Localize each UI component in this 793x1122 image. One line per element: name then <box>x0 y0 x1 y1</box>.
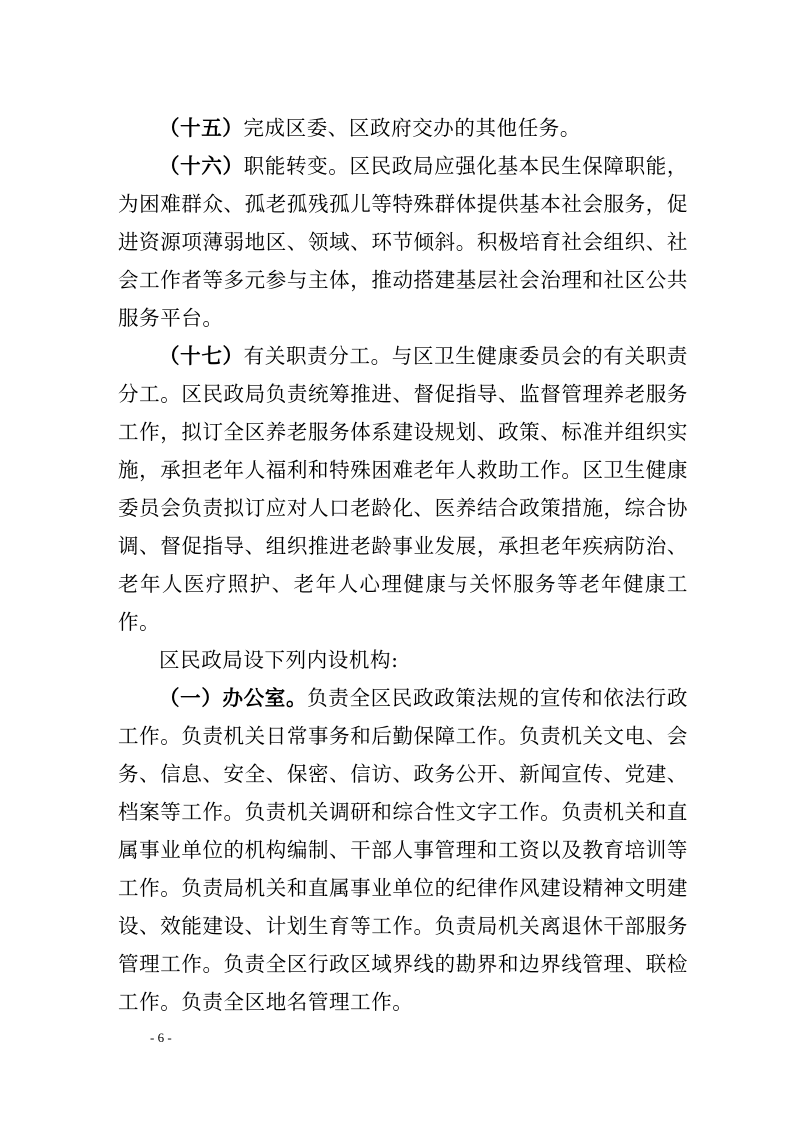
paragraph-text: 职能转变。区民政局应强化基本民生保障职能，为困难群众、孤老孤残孤儿等特殊群体提供基本社会服务，促进资源项薄弱地区、领域、环节倾斜。积极培育社会组织、社会工作者等多元参与主体，推动搭建基层社会治理和社区公共服务平台。 <box>118 154 688 330</box>
paragraph-lead: （十七） <box>159 344 244 368</box>
paragraph-text: 有关职责分工。与区卫生健康委员会的有关职责分工。区民政局负责统筹推进、督促指导、监督管理养老服务工作，拟订全区养老服务体系建设规划、政策、标准并组织实施，承担老年人福利和特殊困难老年人救助工作。区卫生健康委员会负责拟订应对人口老龄化、医养结合政策措施，综合协调、督促指导、组织推进老龄事业发展，承担老年疾病防治、老年人医疗照护、老年人心理健康与关怀服务等老年健康工作。 <box>118 344 688 634</box>
paragraph-text: 区民政局设下列内设机构: <box>159 648 399 672</box>
paragraph-16 <box>118 147 688 337</box>
paragraph-17 <box>118 337 688 641</box>
paragraph-office <box>118 679 688 1021</box>
paragraph-text: 负责全区民政政策法规的宣传和依法行政工作。负责机关日常事务和后勤保障工作。负责机关文电、会务、信息、安全、保密、信访、政务公开、新闻宣传、党建、档案等工作。负责机关调研和综合性文字工作。负责机关和直属事业单位的机构编制、干部人事管理和工资以及教育培训等工作。负责局机关和直属事业单位的纪律作风建设精神文明建设、效能建设、计划生育等工作。负责局机关离退休干部服务管理工作。负责全区行政区域界线的勘界和边界线管理、联检工作。负责全区地名管理工作。 <box>118 686 688 1014</box>
paragraph-internal-bodies <box>118 641 688 679</box>
document-body <box>118 109 688 1021</box>
paragraph-15 <box>118 109 688 147</box>
page-number: - 6 - <box>150 1030 172 1045</box>
paragraph-lead: （十六） <box>159 154 244 178</box>
paragraph-lead: （一）办公室。 <box>159 686 308 710</box>
paragraph-text: 完成区委、区政府交办的其他任务。 <box>243 116 582 140</box>
paragraph-lead: （十五） <box>159 116 244 140</box>
